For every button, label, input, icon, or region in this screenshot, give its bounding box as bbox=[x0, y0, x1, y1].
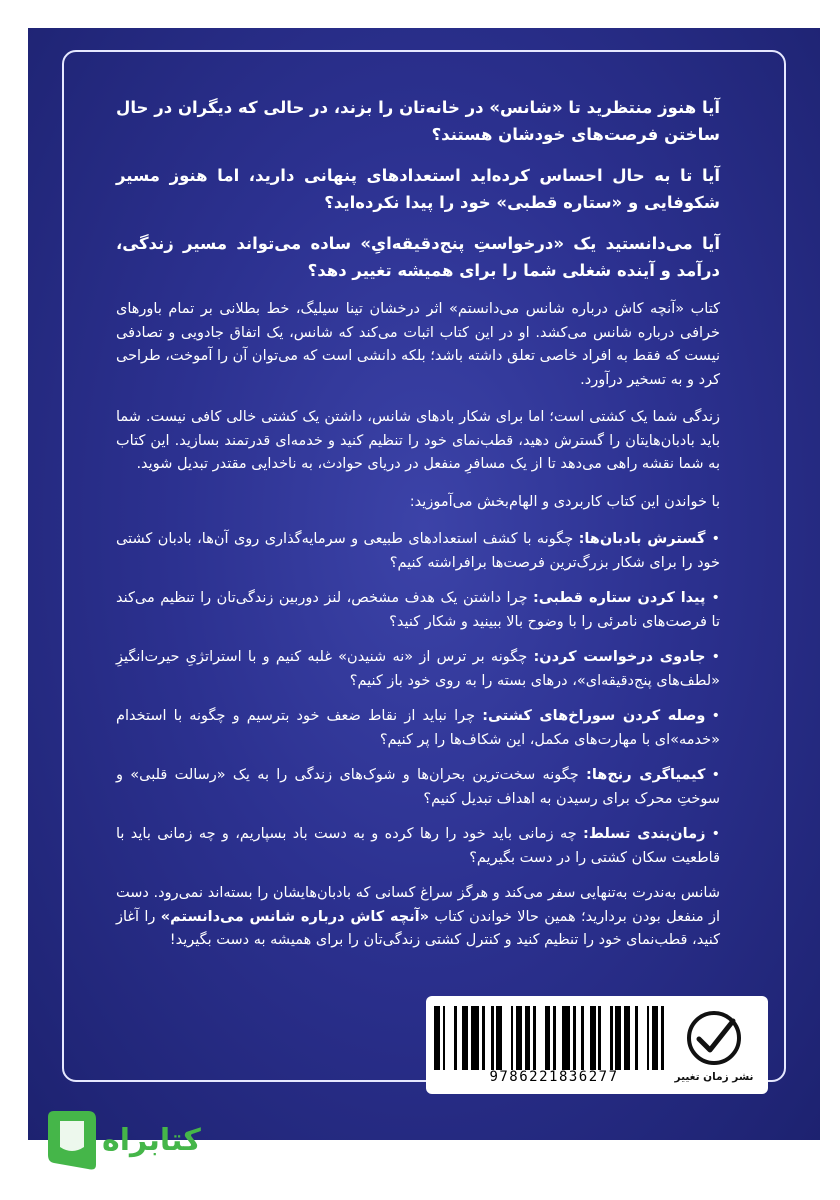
bullet-text: چرا نباید از نقاط ضعف خود بترسیم و چگونه با استخدام «خدمه»‌ای با مهارت‌های مکمل، این شکاف‌ها را پر کنیم؟ bbox=[116, 708, 720, 748]
bullet-title: زمان‌بندی تسلط: bbox=[583, 826, 706, 842]
ship-paragraph: زندگی شما یک کشتی است؛ اما برای شکار بادهای شانس، داشتن یک کشتی خالی کافی نیست. شما باید بادبان‌هایتان را گسترش دهید، قطب‌نمای خود را تنظیم کنید و خدمه‌ای قدرتمند بسازید. این کتاب به شما نقشه راهی می‌دهد تا از یک مسافرِ منفعل در دریای حوادث، به ناخدایی مقتدر تبدیل شوید. bbox=[116, 409, 720, 472]
bullet-title: وصله کردن سوراخ‌های کشتی: bbox=[482, 708, 706, 724]
kitabrah-name: کتابراه bbox=[102, 1122, 201, 1158]
bullet-item: •جادوی درخواست کردن: چگونه بر ترس از «نه شنیدن» غلبه کنیم و با استراتژیِ حیرت‌انگیزِ «لطف‌های پنج‌دقیقه‌ای»، درهای بسته را به روی خود باز کنیم؟ bbox=[116, 649, 721, 689]
bullet-item: •گسترش بادبان‌ها: چگونه با کشف استعدادهای طبیعی و سرمایه‌گذاری روی آن‌ها، بادبان کشتی خود را برای شکار بزرگ‌ترین فرصت‌ها برافراشته کنیم؟ bbox=[116, 531, 720, 571]
learn-intro: با خواندن این کتاب کاربردی و الهام‌بخش می‌آموزید: bbox=[409, 493, 720, 510]
publisher-name: نشر زمان تغییر bbox=[674, 1071, 754, 1083]
publisher-logo bbox=[668, 1004, 760, 1088]
barcode-bar bbox=[536, 1006, 545, 1070]
barcode-bar bbox=[638, 1006, 647, 1070]
bullet-text: چرا داشتن یک هدف مشخص، لنز دوربین زندگی‌تان را تنظیم می‌کند تا فرصت‌های نامرئی را با وضوح بالا ببینید و شکار کنید؟ bbox=[116, 590, 720, 630]
closing-paragraph bbox=[116, 882, 720, 953]
blurb bbox=[116, 94, 720, 967]
barcode-bar bbox=[562, 1006, 571, 1070]
closing-book-title: «آنچه کاش درباره شانس می‌دانستم» bbox=[160, 908, 430, 925]
bullet-item: •کیمیاگری رنج‌ها: چگونه سخت‌ترین بحران‌ها و شوک‌های زندگی را به یک «رسالت قلبی» و سوختِ محرک برای رسیدن به اهداف تبدیل کنیم؟ bbox=[116, 767, 721, 807]
publisher-check-icon bbox=[683, 1009, 745, 1067]
isbn-number: 9786221836277 bbox=[489, 1069, 619, 1085]
bullet-text: چه زمانی باید خود را رها کرده و به دست باد بسپاریم، و چه زمانی باید با قاطعیت سکان کشتی را در دست بگیریم؟ bbox=[116, 826, 720, 866]
bullet-text: چگونه با کشف استعدادهای طبیعی و سرمایه‌گذاری روی آن‌ها، بادبان کشتی خود را برای شکار بزرگ‌ترین فرصت‌ها برافراشته کنیم؟ bbox=[116, 531, 720, 571]
lead-question-2: آیا تا به حال احساس کرده‌اید استعدادهای پنهانی دارید، اما هنوز مسیر شکوفایی و «ستاره قطبی» خود را پیدا نکرده‌اید؟ bbox=[116, 166, 720, 212]
bullet-text: چگونه سخت‌ترین بحران‌ها و شوک‌های زندگی را به یک «رسالت قلبی» و سوختِ محرک برای رسیدن به اهداف تبدیل کنیم؟ bbox=[116, 767, 720, 807]
bullet-title: جادوی درخواست کردن: bbox=[533, 649, 706, 665]
intro-paragraph: کتاب «آنچه کاش درباره شانس می‌دانستم» اثر درخشان تینا سیلیگ، خط بطلانی بر تمام باورهای خرافی درباره شانس می‌کشد. او در این کتاب اثبات می‌کند که شانس، یک اتفاق جادویی و تصادفی نیست که فقط به افراد خاصی تعلق داشته باشد؛ بلکه دانشی است که می‌توان آن را آموخت، طراحی کرد و به تسخیر درآورد. bbox=[115, 301, 720, 388]
barcode-bar bbox=[471, 1006, 480, 1070]
bullet-title: گسترش بادبان‌ها: bbox=[578, 531, 706, 547]
closing-after: را آغاز کنید، قطب‌نمای خود را تنظیم کنید و کنترل کشتی زندگی‌تان را برای همیشه به دست بگیرید! bbox=[116, 908, 720, 948]
bullet-item: •وصله کردن سوراخ‌های کشتی: چرا نباید از نقاط ضعف خود بترسیم و چگونه با استخدام «خدمه»‌ای با مهارت‌های مکمل، این شکاف‌ها را پر کنیم؟ bbox=[116, 708, 720, 748]
barcode-bar bbox=[502, 1006, 511, 1070]
closing-before: شانس به‌ندرت به‌تنهایی سفر می‌کند و هرگز سراغ کسانی که بادبان‌هایشان را بسته‌اند نمی‌رود. دست از منفعل بودن بردارید؛ همین حالا خواندن کتاب bbox=[116, 885, 721, 925]
barcode-panel bbox=[426, 996, 768, 1094]
bullet-text: چگونه بر ترس از «نه شنیدن» غلبه کنیم و با استراتژیِ حیرت‌انگیزِ «لطف‌های پنج‌دقیقه‌ای»، درهای بسته را به روی خود باز کنیم؟ bbox=[116, 649, 720, 689]
kitabrah-book-icon bbox=[40, 1107, 102, 1173]
bullet-title: کیمیاگری رنج‌ها: bbox=[586, 767, 706, 783]
barcode-bar bbox=[664, 1006, 670, 1070]
bullet-title: پیدا کردن ستاره قطبی: bbox=[533, 590, 706, 606]
kitabrah-logo bbox=[40, 1104, 240, 1176]
barcode bbox=[434, 1006, 670, 1070]
lead-question-3: آیا می‌دانستید یک «درخواستِ پنج‌دقیقه‌ایِ» ساده می‌تواند مسیر زندگی، درآمد و آینده شغلی شما را برای همیشه تغییر دهد؟ bbox=[116, 234, 720, 280]
bullet-item: •زمان‌بندی تسلط: چه زمانی باید خود را رها کرده و به دست باد بسپاریم، و چه زمانی باید با قاطعیت سکان کشتی را در دست بگیریم؟ bbox=[116, 826, 720, 866]
barcode-bar bbox=[445, 1006, 454, 1070]
lead-question-1: آیا هنوز منتظرید تا «شانس» در خانه‌تان را بزند، در حالی که دیگران در حال ساختن فرصت‌های خودشان هستند؟ bbox=[116, 98, 720, 144]
bullet-item: •پیدا کردن ستاره قطبی: چرا داشتن یک هدف مشخص، لنز دوربین زندگی‌تان را تنظیم می‌کند تا فرصت‌های نامرئی را با وضوح بالا ببینید و شکار کنید؟ bbox=[116, 590, 720, 630]
barcode-bar bbox=[601, 1006, 610, 1070]
